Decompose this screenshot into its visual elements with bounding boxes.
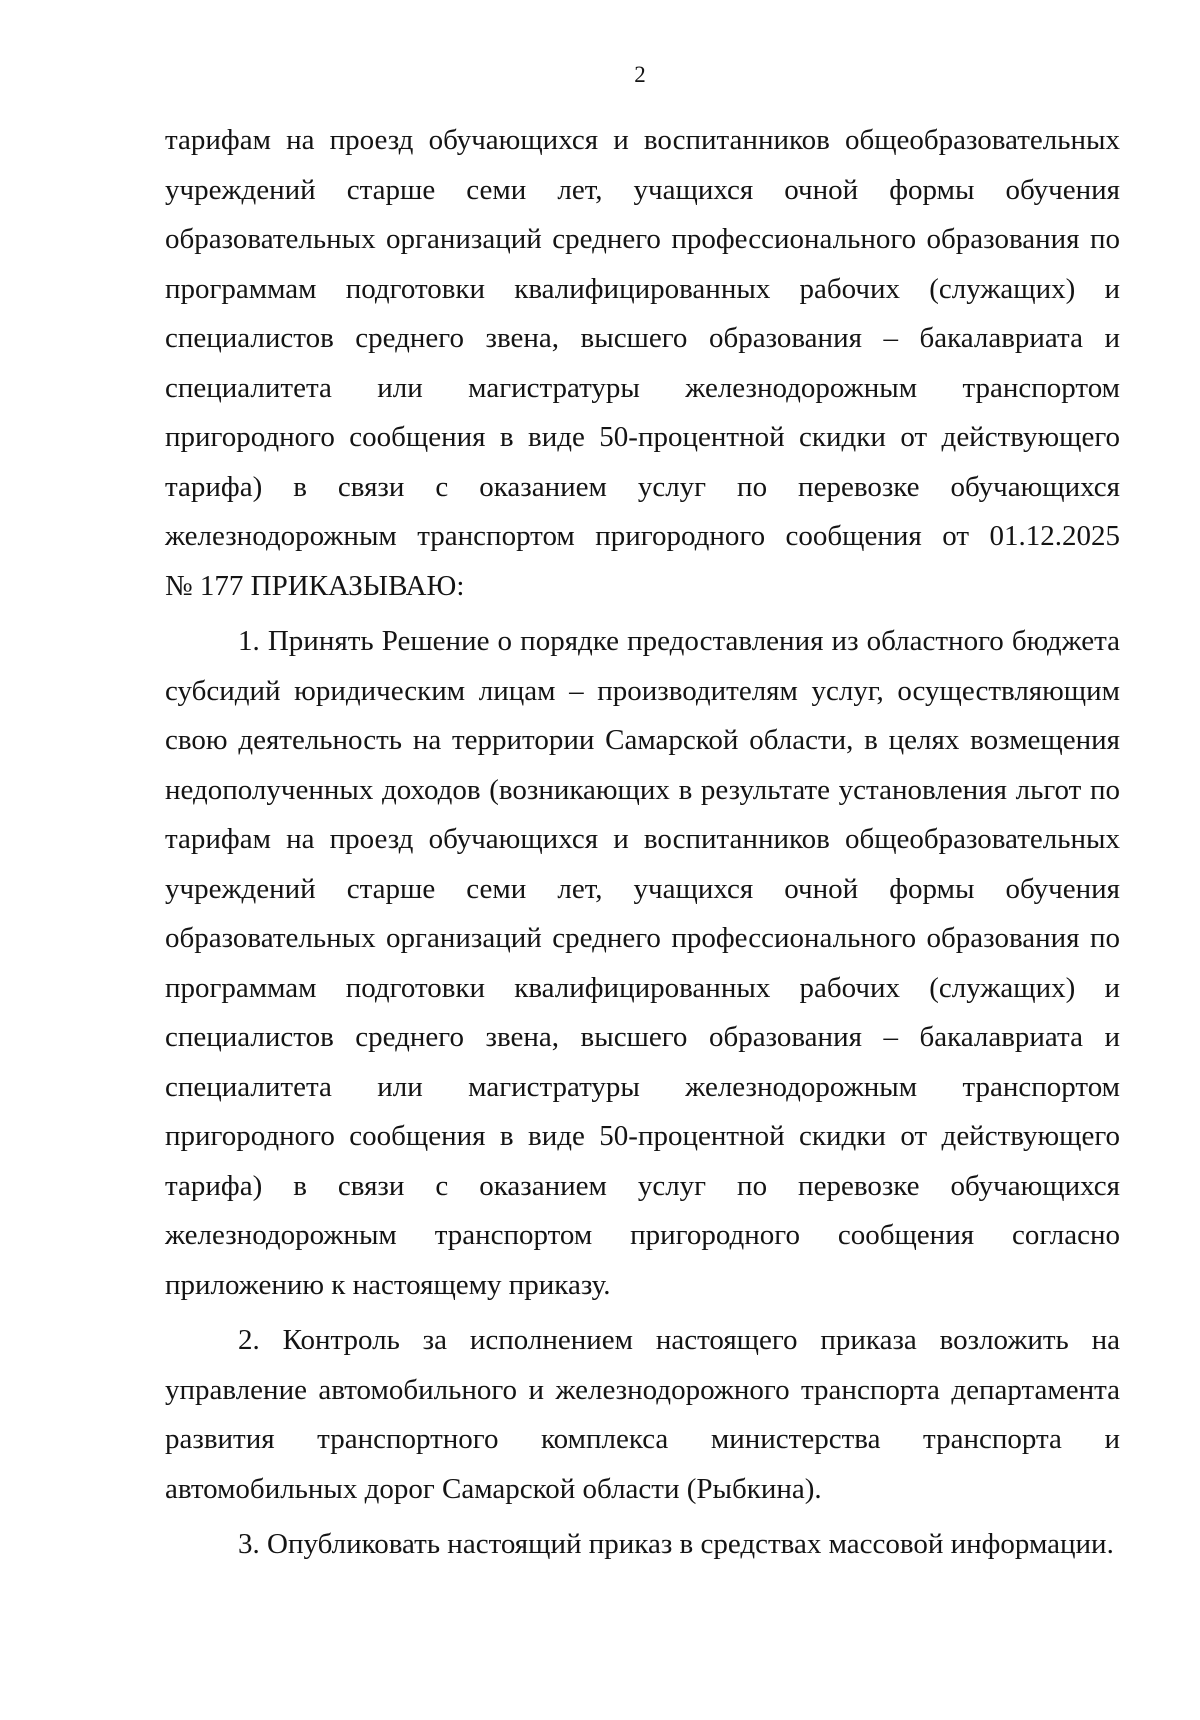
paragraph-order-number: № 177 ПРИКАЗЫВАЮ: [165,569,465,602]
paragraph-item-1: 1. Принять Решение о порядке предоставления из областного бюджета субсидий юридическим лицам – производителям услуг, осуществляющим свою деятельность на территории Самарской области, в целях возмещения недополученных доходов (возникающих в результате установления льгот по тарифам на проезд обучающихся и воспитанников общеобразовательных учреждений старше семи лет, учащихся очной формы обучения образовательных организаций среднего профессионального образования по программам подготовки квалифицированных рабочих (служащих) и специалистов среднего звена, высшего образования – бакалавриата и специалитета или магистратуры железнодорожным транспортом пригородного сообщения в виде 50-процентной скидки от действующего тарифа) в связи с оказанием услуг по перевозке обучающихся железнодорожным транспортом пригородного сообщения согласно приложению к настоящему приказу. [165,625,1120,1301]
paragraph-item-3: 3. Опубликовать настоящий приказ в средствах массовой информации. [238,1528,1114,1560]
paragraph-item-2: 2. Контроль за исполнением настоящего приказа возложить на управление автомобильного и железнодорожного транспорта департамента развития транспортного комплекса министерства транспорта и автомобильных дорог Самарской области (Рыбкина). [165,1324,1120,1505]
page-number: 2 [634,62,646,87]
paragraph-continuation: тарифам на проезд обучающихся и воспитанников общеобразовательных учреждений старше семи лет, учащихся очной формы обучения образовательных организаций среднего профессионального образования по программам подготовки квалифицированных рабочих (служащих) и специалистов среднего звена, высшего образования – бакалавриата и специалитета или магистратуры железнодорожным транспортом пригородного сообщения в виде 50-процентной скидки от действующего тарифа) в связи с оказанием услуг по перевозке обучающихся железнодорожным транспортом пригородного сообщения от 01.12.2025 [165,124,1120,552]
document-body [165,116,1120,1570]
